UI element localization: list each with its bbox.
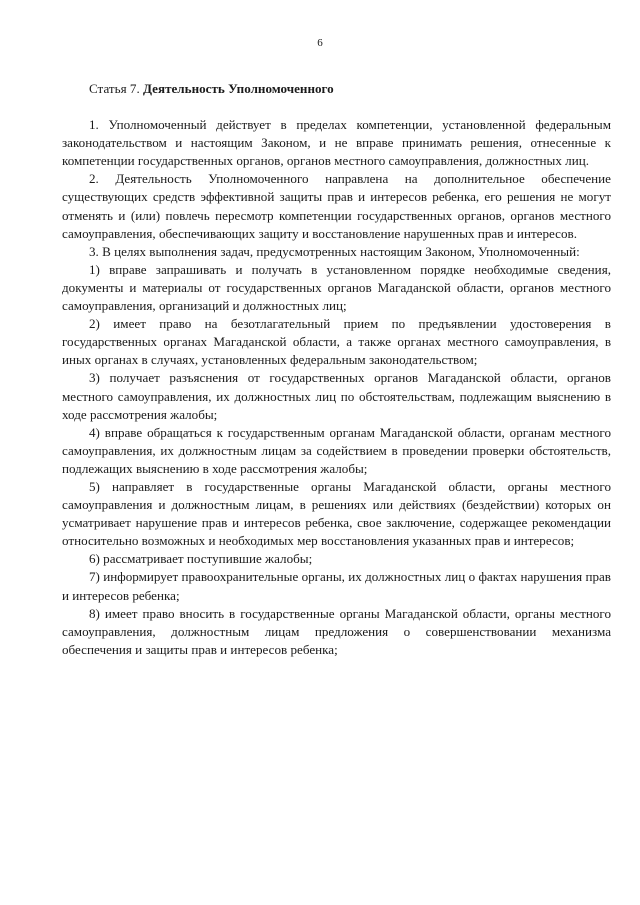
article-prefix: Статья 7. <box>89 81 143 96</box>
paragraph-part-3: 3. В целях выполнения задач, предусмотренных настоящим Законом, Уполномоченный: <box>89 243 580 259</box>
article-heading <box>62 80 611 98</box>
article-title: Деятельность Уполномоченного <box>143 81 334 96</box>
list-item-2: 2) имеет право на безотлагательный прием по предъявлении удостоверения в государственных органах Магаданской области, а также органах местного самоуправления, в иных органах в случаях, установленных федеральным законодательством; <box>62 316 611 368</box>
paragraph-part-1: 1. Уполномоченный действует в пределах компетенции, установленной федеральным законодательством и настоящим Законом, и не вправе принимать решения, отнесенные к компетенции государственных органов, органов местного самоуправления, должностных лиц. <box>62 117 611 169</box>
list-item-1: 1) вправе запрашивать и получать в установленном порядке необходимые сведения, документы и материалы от государственных органов Магаданской области, органов местного самоуправления, организаций и должностных лиц; <box>62 261 611 314</box>
list-item-4: 4) вправе обращаться к государственным органам Магаданской области, органам местного самоуправления, их должностным лицам за содействием в проведении проверки обстоятельств, подлежащих выяснению в ходе рассмотрения жалобы; <box>62 424 611 476</box>
list-item-3: 3) получает разъяснения от государственных органов Магаданской области, органов местного самоуправления, их должностных лиц по обстоятельствам, подлежащим выяснению в ходе рассмотрения жалобы; <box>62 370 611 422</box>
list-item-8: 8) имеет право вносить в государственные органы Магаданской области, органы местного самоуправления, должностным лицам предложения о совершенствовании механизма обеспечения и защиты прав и интересов ребенка; <box>62 605 611 657</box>
paragraph-part-2: 2. Деятельность Уполномоченного направлена на дополнительное обеспечение существующих средств эффективной защиты прав и интересов ребенка, его решения не могут отменять и (или) повлечь пересмотр компетенции государственных органов, органов местного самоуправления, обеспечивающих защиту и восстановление нарушенных прав и интересов. <box>62 171 611 241</box>
list-item-6: 6) рассматривает поступившие жалобы; <box>89 551 313 567</box>
article-body <box>62 80 611 659</box>
list-item-7: 7) информирует правоохранительные органы, их должностных лиц о фактах нарушения прав и интересов ребенка; <box>62 569 611 603</box>
page-number: 6 <box>317 37 323 49</box>
list-item-5: 5) направляет в государственные органы Магаданской области, органы местного самоуправления и должностным лицам, в решениях или действиях (бездействии) которых он усматривает нарушение прав и интересов ребенка, свое заключение, содержащее рекомендации относительно возможных и необходимых мер восстановления указанных прав и интересов; <box>62 478 611 549</box>
